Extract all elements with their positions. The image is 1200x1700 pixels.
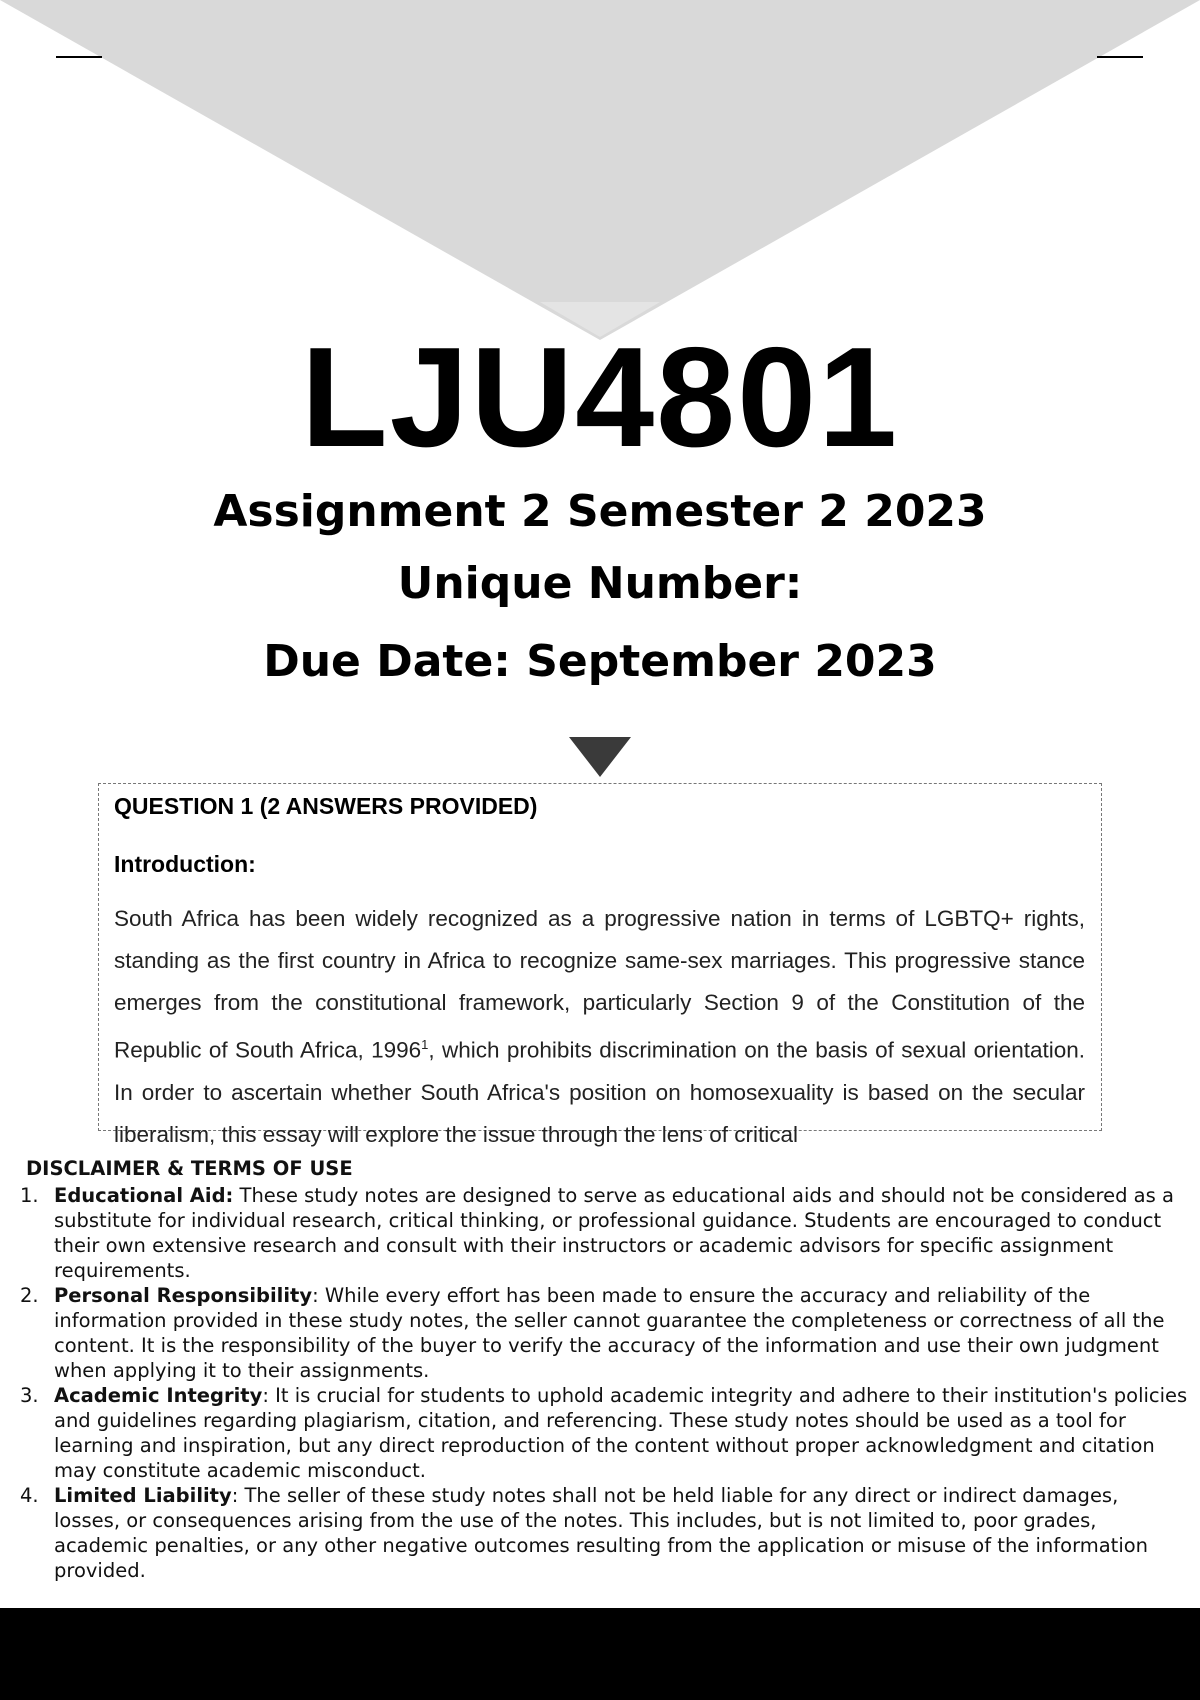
unique-number: Unique Number: [397, 558, 803, 609]
disclaimer-item-label: Academic Integrity [54, 1384, 263, 1407]
course-code: LJU4801 [300, 318, 900, 477]
disclaimer-item-label: Limited Liability [54, 1484, 232, 1507]
banner-chevron [0, 0, 1200, 340]
disclaimer-item-text: : It is crucial for students to uphold academic integrity and adhere to their institution's policies and guidelines regarding plagiarism, citation, and referencing. These study notes should be used as a tool for learning and inspiration, but any direct reproduction of the content without proper acknowledgment and citation may constitute academic misconduct. [54, 1384, 1188, 1482]
disclaimer-item-number: 3. [20, 1384, 39, 1407]
introduction-paragraph [114, 898, 1085, 1156]
disclaimer-title: DISCLAIMER & TERMS OF USE [26, 1157, 353, 1180]
disclaimer-section [16, 1156, 1188, 1583]
corner-rule-right [1097, 56, 1143, 58]
disclaimer-item-text: : While every effort has been made to ensure the accuracy and reliability of the information provided in these study notes, the seller cannot guarantee the completeness or correctness of all the content. It is the responsibility of the buyer to verify the accuracy of the information and use their own judgment when applying it to their assignments. [54, 1284, 1165, 1382]
disclaimer-item-label: Personal Responsibility [54, 1284, 313, 1307]
disclaimer-item [16, 1383, 1188, 1483]
intro-text-part1: South Africa has been widely recognized as a progressive nation in terms of LGBTQ+ rights, standing as the first country in Africa to recognize same-sex marriages. This progressive stance emerges from the constitutional framework, particularly Section 9 of the Constitution of the Republic of South Africa, 1996 [114, 906, 1085, 1063]
corner-rule-left [56, 56, 102, 58]
disclaimer-item-text: These study notes are designed to serve as educational aids and should not be considered as a substitute for individual research, critical thinking, or professional guidance. Students are encouraged to conduct their own extensive research and consult with their instructors or academic advisors for specific assignment requirements. [54, 1184, 1174, 1282]
introduction-heading: Introduction: [114, 851, 256, 877]
footnote-reference: 1 [421, 1037, 429, 1052]
footer-bar [0, 1608, 1200, 1700]
due-date: Due Date: September 2023 [263, 636, 937, 687]
down-arrow-icon [569, 737, 631, 777]
question-heading: QUESTION 1 (2 ANSWERS PROVIDED) [114, 793, 538, 819]
assignment-title: Assignment 2 Semester 2 2023 [213, 486, 987, 537]
disclaimer-list [16, 1183, 1188, 1583]
disclaimer-item [16, 1483, 1188, 1583]
disclaimer-item-text: : The seller of these study notes shall not be held liable for any direct or indirect damages, losses, or consequences arising from the use of the notes. This includes, but is not limited to, poor grades, academic penalties, or any other negative outcomes resulting from the application or misuse of the information provided. [54, 1484, 1149, 1582]
content-preview-box [98, 783, 1102, 1147]
disclaimer-item-number: 2. [20, 1284, 39, 1307]
banner-graphic [0, 0, 1200, 340]
disclaimer-item-number: 4. [20, 1484, 39, 1507]
intro-text-part2: , which prohibits discrimination on the basis of sexual orientation. In order to ascertain whether South Africa's position on homosexuality is based on the secular liberalism, this essay will explore the issue through the lens of critical [114, 1037, 1085, 1147]
disclaimer-item-label: Educational Aid: [54, 1184, 234, 1207]
disclaimer-item [16, 1283, 1188, 1383]
disclaimer-item [16, 1183, 1188, 1283]
disclaimer-item-number: 1. [20, 1184, 39, 1207]
